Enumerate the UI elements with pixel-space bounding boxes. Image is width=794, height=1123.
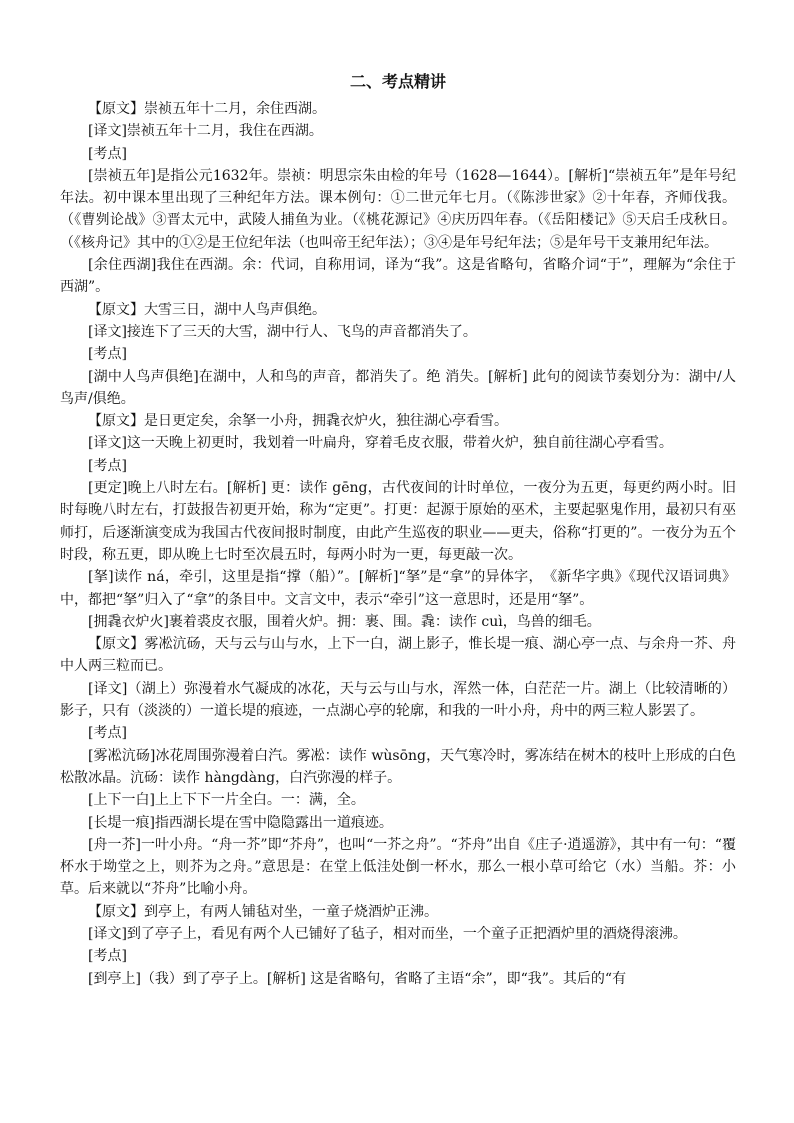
paragraph: [考点] xyxy=(88,725,127,742)
paragraph: 【原文】大雪三日，湖中人鸟声俱绝。 xyxy=(88,301,326,318)
paragraph: [舟一芥]一叶小舟。“舟一芥”即“芥舟”，也叫“一芥之舟”。“芥舟”出自《庄子·逍遥游》，其中有一句：“覆杯水于坳堂之上，则芥为之舟。”意思是：在堂上低洼处倒一杯水，那么一根小草可给它（水）当船。芥：小草。后来就以“芥舟”比喻小舟。 xyxy=(60,836,736,898)
paragraph: [译文]崇祯五年十二月，我住在西湖。 xyxy=(88,123,323,140)
paragraph: [拥毳衣炉火]裹着裘皮衣服，围着火炉。拥：裹、围。毳：读作 cuì，鸟兽的细毛。 xyxy=(88,613,601,630)
paragraph: [余住西湖]我住在西湖。余：代词，自称用词，译为“我”。这是省略句，省略介词“于”，理解为“余住于西湖”。 xyxy=(60,257,736,296)
paragraph: [湖中人鸟声俱绝]在湖中，人和鸟的声音，都消失了。绝 消失。[解析] 此句的阅读节奏划分为：湖中/人鸟声/俱绝。 xyxy=(60,368,736,407)
paragraph: [拏]读作 ná，牵引，这里是指“撑（船）”。[解析]“拏”是“拿”的异体字， 《新华字典》《现代汉语词典》中，都把“拏”归入了“拿”的条目中。文言文中，表示“牵引”这一意思时，还是用“拏”。 xyxy=(60,569,736,608)
paragraph: [考点] xyxy=(88,145,127,162)
paragraph: 【原文】雾凇沆砀，天与云与山与水，上下一白，湖上影子，惟长堤一痕、湖心亭一点、与余舟一芥、舟中人两三粒而已。 xyxy=(60,636,736,675)
paragraph: 【原文】是日更定矣，余拏一小舟，拥毳衣炉火，独往湖心亭看雪。 xyxy=(88,413,508,430)
paragraph: [崇祯五年]是指公元1632年。崇祯：明思宗朱由检的年号（1628—1644）。[解析]“崇祯五年”是年号纪年法。初中课本里出现了三种纪年方法。课本例句：①二世元年七月。（《陈涉世家》②十年春，齐师伐我。（《曹刿论战》③晋太元中，武陵人捕鱼为业。（《桃花源记》④庆历四年春。（《岳阳楼记》⑤天启壬戌秋日。（《核舟记》其中的①②是王位纪年法（也叫帝王纪年法）；③④是年号纪年法；⑤是年号干支兼用纪年法。 xyxy=(60,167,736,251)
paragraph: [考点] xyxy=(88,346,127,363)
paragraph: [更定]晚上八时左右。[解析] 更：读作 gēng，古代夜间的计时单位，一夜分为五更，每更约两小时。旧时每晚八时左右，打鼓报告初更开始，称为“定更”。打更：起源于原始的巫术，主要起驱鬼作用，最初只有巫师打，后逐渐演变成为我国古代夜间报时制度，由此产生巡夜的职业——更夫，俗称“打更的”。一夜分为五个时段，称五更，即从晚上七时至次晨五时，每两小时为一更，每更敲一次。 xyxy=(60,480,736,563)
document-page xyxy=(60,70,736,990)
paragraph: [雾凇沆砀]冰花周围弥漫着白汽。雾凇：读作 wùsōng，天气寒冷时，雾冻结在树木的枝叶上形成的白色松散冰晶。沆砀：读作 hàngdàng，白汽弥漫的样子。 xyxy=(60,747,736,786)
document-body xyxy=(60,98,736,990)
paragraph: 【原文】崇祯五年十二月，余住西湖。 xyxy=(88,101,326,117)
paragraph: [译文]这一天晚上初更时，我划着一叶扁舟，穿着毛皮衣服，带着火炉，独自前往湖心亭看雪。 xyxy=(88,435,673,452)
paragraph: [到亭上]（我）到了亭子上。[解析] 这是省略句，省略了主语“余”，即“我”。其后的“有 xyxy=(88,970,627,987)
paragraph: [译文]（湖上）弥漫着水气凝成的冰花，天与云与山与水，浑然一体，白茫茫一片。湖上（比较清晰的）影子，只有（淡淡的）一道长堤的痕迹，一点湖心亭的轮廓，和我的一叶小舟，舟中的两三粒人影罢了。 xyxy=(60,680,736,720)
paragraph: [长堤一痕]指西湖长堤在雪中隐隐露出一道痕迹。 xyxy=(88,814,393,831)
paragraph: [上下一白]上上下下一片全白。一：满，全。 xyxy=(88,792,365,809)
paragraph: [译文]到了亭子上，看见有两个人已铺好了毡子，相对而坐，一个童子正把酒炉里的酒烧得滚沸。 xyxy=(88,925,687,942)
paragraph: [考点] xyxy=(88,948,127,965)
page-title: 二、考点精讲 xyxy=(349,72,446,91)
paragraph: [考点] xyxy=(88,457,127,474)
paragraph: 【原文】到亭上，有两人铺毡对坐，一童子烧酒炉正沸。 xyxy=(88,903,438,920)
paragraph: [译文]接连下了三天的大雪，湖中行人、飞鸟的声音都消失了。 xyxy=(88,323,477,340)
